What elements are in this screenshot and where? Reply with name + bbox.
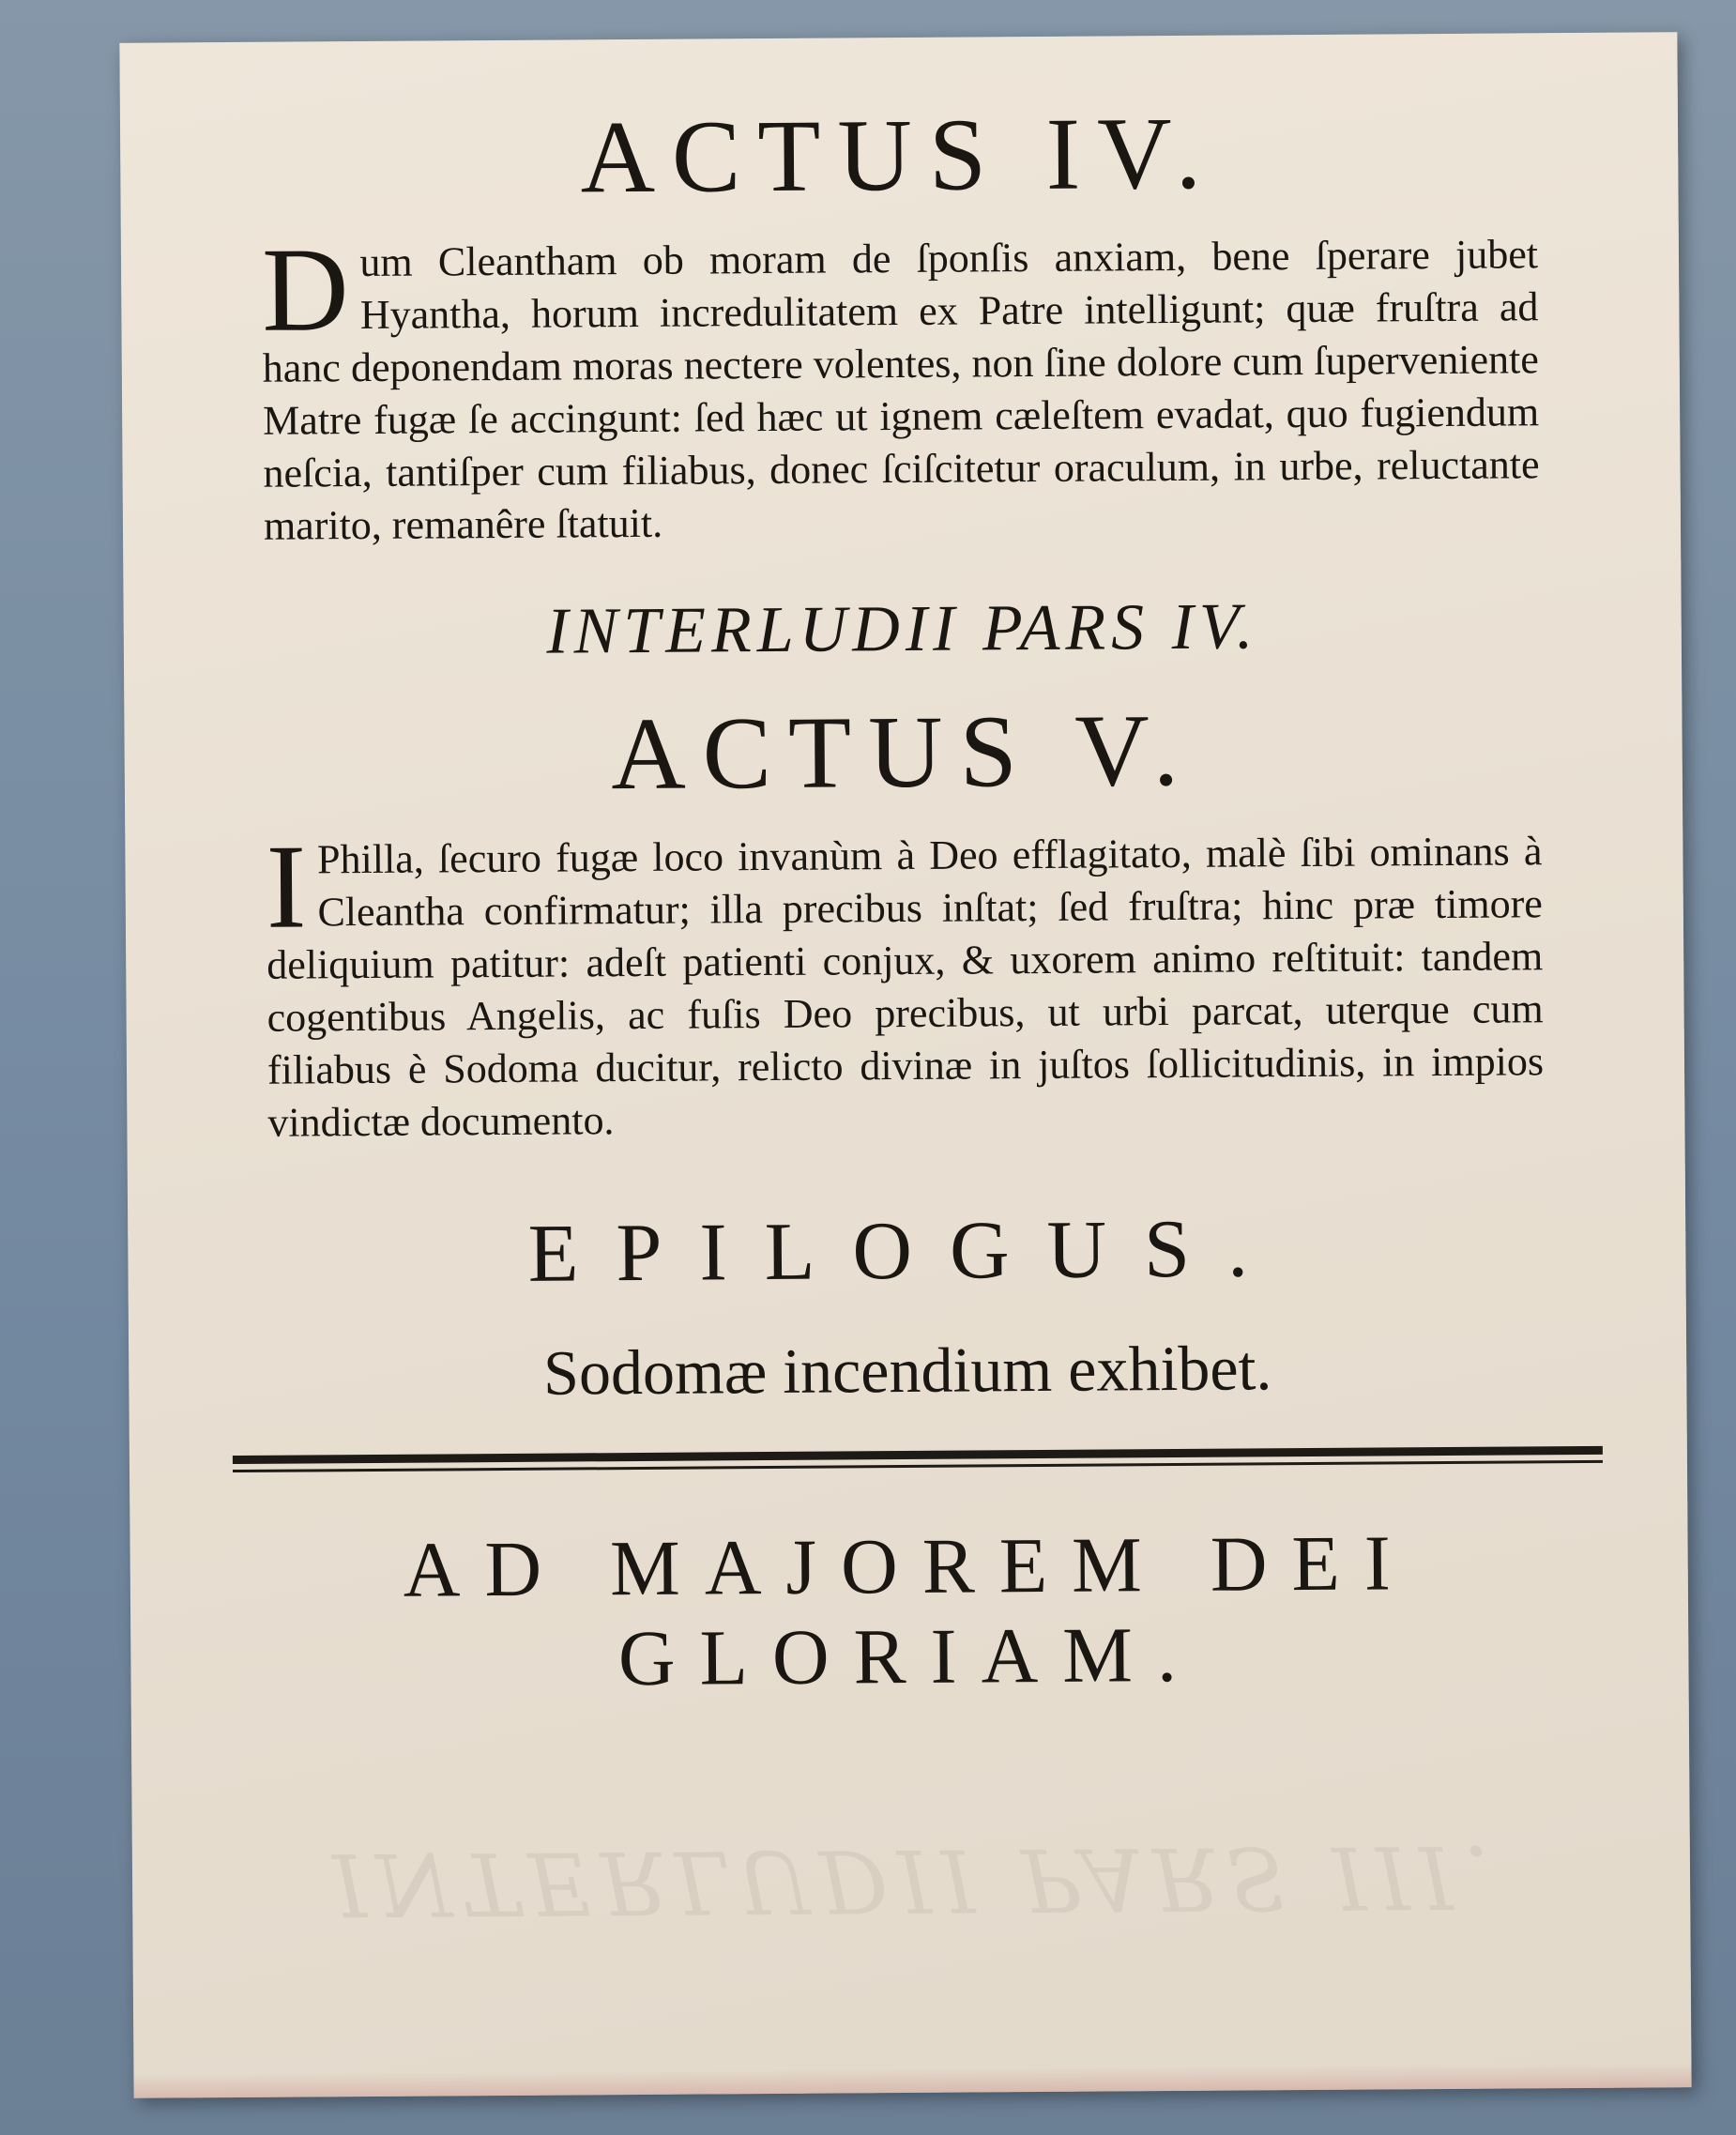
book-page [119, 32, 1691, 2098]
act-v-title: ACTUS V. [610, 692, 1196, 812]
epilogue-title: EPILOGUS. [527, 1203, 1287, 1300]
interlude-heading: INTERLUDII PARS IV. [546, 590, 1259, 668]
act-iv-dropcap: D [261, 222, 350, 357]
motto-line-1: AD MAJOREM DEI [403, 1519, 1416, 1614]
act-iv-text: um Cleantham ob moram de ſponſis anxiam, bene ſperare jubet Hyantha, horum incredulitatem ex Patre intelligunt; quæ fruſtra ad hanc deponendam moras nectere volentes, non ſine dolore cum ſuperveniente Matre fugæ ſe accingunt: ſed hæc ut ignem cæleſtem evadat, quo fugiendum neſcia, tantiſper cum filiabus, donec ſciſcitetur oraculum, in urbe, reluctante marito, remanêre ſtatuit. [262, 231, 1540, 549]
double-rule-divider [233, 1446, 1603, 1472]
act-v-text: Philla, ſecuro fugæ loco invanùm à Deo efflagitato, malè ſibi ominans à Cleantha confirmatur; illa precibus inſtat; ſed fruſtra; hinc præ timore deliquium patitur: adeſt patienti conjux, & uxorem animo reſtituit: tandem cogentibus Angelis, ac fuſis Deo precibus, ut urbi parcat, uterque cum filiabus è Sodoma ducitur, relicto divinæ in juſtos ſollicitudinis, in impios vindictæ documento. [266, 828, 1545, 1146]
act-iv-title: ACTUS IV. [580, 95, 1219, 215]
act-iv-synopsis [261, 222, 1540, 552]
epilogue-subtitle: Sodomæ incendium exhibet. [542, 1332, 1272, 1409]
show-through-text: INTERLUDII PARS III. [331, 1825, 1500, 1935]
act-v-dropcap: I [266, 819, 307, 953]
motto-line-2: GLORIAM. [617, 1610, 1202, 1703]
motto [214, 1517, 1604, 1707]
page-content [261, 95, 1548, 1706]
act-v-synopsis [266, 819, 1545, 1149]
